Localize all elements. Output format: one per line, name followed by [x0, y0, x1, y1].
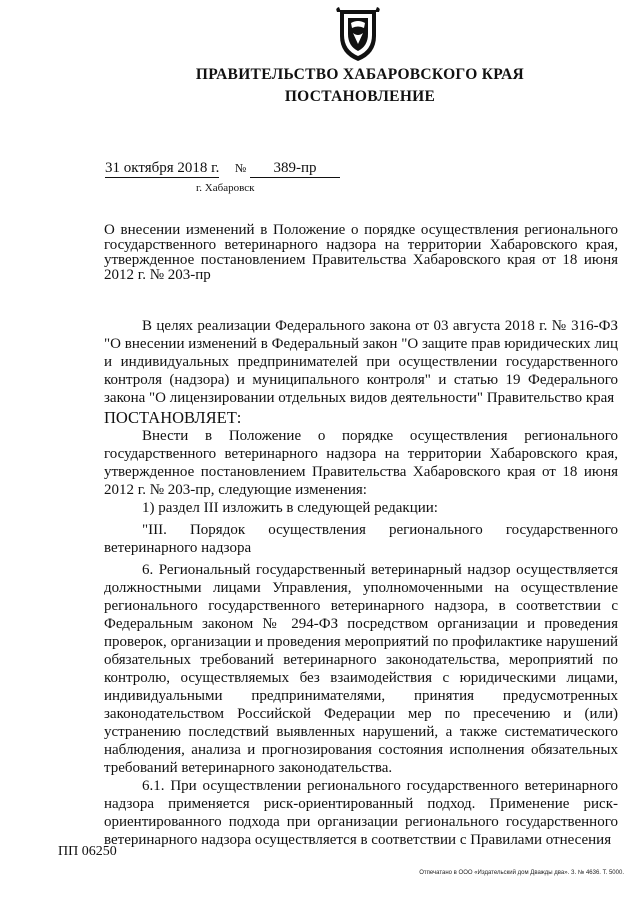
number-sign: №	[234, 161, 247, 175]
document-type-title: ПОСТАНОВЛЕНИЕ	[284, 88, 436, 105]
decree-word: ПОСТАНОВЛЯЕТ:	[104, 408, 242, 427]
government-title: ПРАВИТЕЛЬСТВО ХАБАРОВСКОГО КРАЯ	[195, 66, 525, 83]
document-date: 31 октября 2018 г.	[105, 160, 220, 176]
body-paragraph-6-1: 6.1. При осуществлении регионального государственного ветеринарного надзора применяется риск-ориентированный подход. Применение риск-ориентированного подхода при организации регионального государственного ветеринарного надзора осуществляется в соответствии с Правилами отнесения	[104, 778, 618, 848]
document-body	[104, 317, 618, 849]
coat-of-arms-emblem	[334, 4, 382, 64]
document-city: г. Хабаровск	[196, 182, 255, 194]
section-title: "III. Порядок осуществления регионального государственного ветеринарного надзора	[104, 522, 618, 556]
body-paragraph-1: Внести в Положение о порядке осуществления регионального государственного ветеринарного надзора на территории Хабаровского края, утвержденное постановлением Правительства Хабаровского края от 18 июня 2012 г. № 203-пр, следующие изменения:	[104, 428, 618, 498]
body-paragraph-6: 6. Региональный государственный ветеринарный надзор осуществляется должностными лицами Управления, уполномоченными на осуществление регионального государственного ветеринарного надзора, в соответствии с Федеральным законом № 294-ФЗ посредством организации и проведения проверок, организации и проведения мероприятий по профилактике нарушений обязательных требований ветеринарного законодательства, мероприятий по контролю, осуществляемых без взаимодействия с юридическими лицами, индивидуальными предпринимателями, принятия предусмотренных законодательством Российской Федерации мер по пресечению и (или) устранению последствий выявленных нарушений, а также систематического наблюдения, анализа и прогнозирования состояния исполнения обязательных требований ветеринарного законодательства.	[104, 562, 618, 776]
document-code: ПП 06250	[58, 844, 117, 859]
date-number-line	[105, 160, 340, 178]
preamble-paragraph: В целях реализации Федерального закона от 03 августа 2018 г. № 316-ФЗ "О внесении изменений в Федеральный закон "О защите прав юридических лиц и индивидуальных предпринимателей при осуществлении государственного контроля (надзора) и муниципального контроля" и статью 19 Федерального закона "О лицензировании отдельных видов деятельности" Правительство края	[104, 318, 618, 406]
printer-note: Отпечатано в ООО «Издательский дом Дважды два». З. № 4636. Т. 5000.	[419, 870, 624, 876]
document-subject: О внесении изменений в Положение о порядке осуществления регионального государственного ветеринарного надзора на территории Хабаровского края, утвержденное постановлением Правительства Хабаровского края от 18 июня 2012 г. № 203-пр	[104, 222, 618, 283]
body-paragraph-2: 1) раздел III изложить в следующей редакции:	[142, 500, 438, 516]
document-number: 389-пр	[250, 160, 340, 178]
